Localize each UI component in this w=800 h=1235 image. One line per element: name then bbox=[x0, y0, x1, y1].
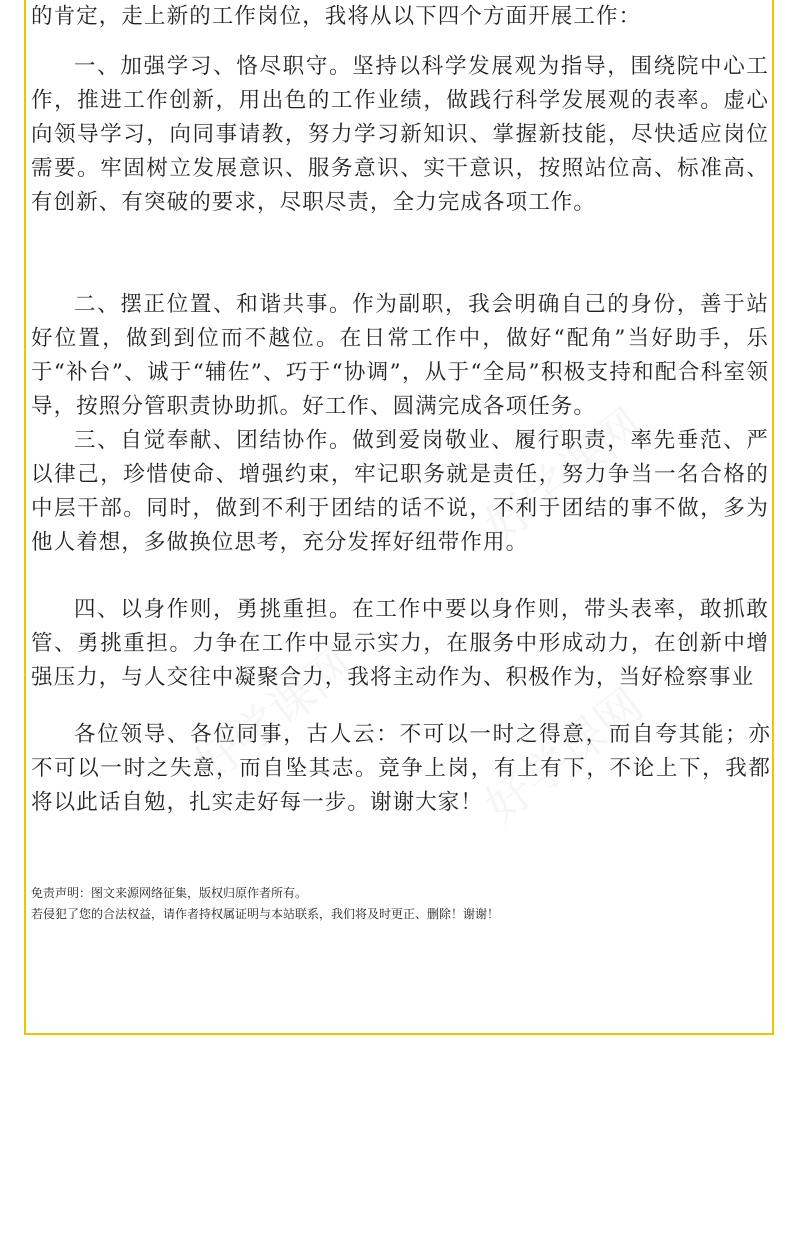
paragraph-point-2: 二、摆正位置、和谐共事。作为副职，我会明确自己的身份，善于站好位置，做到到位而不越位。在日常工作中，做好“配角”当好助手，乐于“补台”、诚于“辅佐”、巧于“协调”，从于“全局”积极支持和配合科室领导，按照分管职责协助抓。好工作、圆满完成各项任务。 bbox=[31, 292, 769, 419]
paragraph-intro: 的肯定，走上新的工作岗位，我将从以下四个方面开展工作： bbox=[31, 4, 642, 29]
paragraph-point-1: 一、加强学习、恪尽职守。坚持以科学发展观为指导，围绕院中心工作，推进工作创新，用出色的工作业绩，做践行科学发展观的表率。虚心向领导学习，向同事请教，努力学习新知识、掌握新技能，尽快适应岗位需要。牢固树立发展意识、服务意识、实干意识，按照站位高、标准高、有创新、有突破的要求，尽职尽责，全力完成各项工作。 bbox=[31, 54, 769, 215]
watermark: 好学课网 bbox=[474, 397, 653, 554]
disclaimer-line-2: 若侵犯了您的合法权益，请作者持权属证明与本站联系，我们将及时更正、删除！谢谢！ bbox=[31, 907, 500, 921]
paragraph-point-3: 三、自觉奉献、团结协作。做到爱岗敬业、履行职责，率先垂范、严以律己，珍惜使命、增强约束，牢记职务就是责任，努力争当一名合格的中层干部。同时，做到不利于团结的话不说，不利于团结的事不做，多为他人着想，多做换位思考，充分发挥好纽带作用。 bbox=[31, 428, 769, 555]
watermark: 好学课网 bbox=[184, 637, 363, 794]
paragraph-point-4: 四、以身作则，勇挑重担。在工作中要以身作则，带头表率，敢抓敢管、勇挑重担。力争在工作中显示实力，在服务中形成动力，在创新中增强压力，与人交往中凝聚合力，我将主动作为、积极作为，当好检察事业 bbox=[31, 597, 769, 690]
watermark: 好学课网 bbox=[474, 677, 653, 834]
disclaimer bbox=[31, 883, 751, 925]
disclaimer-line-1: 免责声明：图文来源网络征集，版权归原作者所有。 bbox=[31, 886, 308, 900]
paragraph-closing: 各位领导、各位同事，古人云：不可以一时之得意，而自夸其能；亦不可以一时之失意，而自坠其志。竞争上岗，有上有下，不论上下，我都将以此话自勉，扎实走好每一步。谢谢大家！ bbox=[31, 722, 771, 815]
